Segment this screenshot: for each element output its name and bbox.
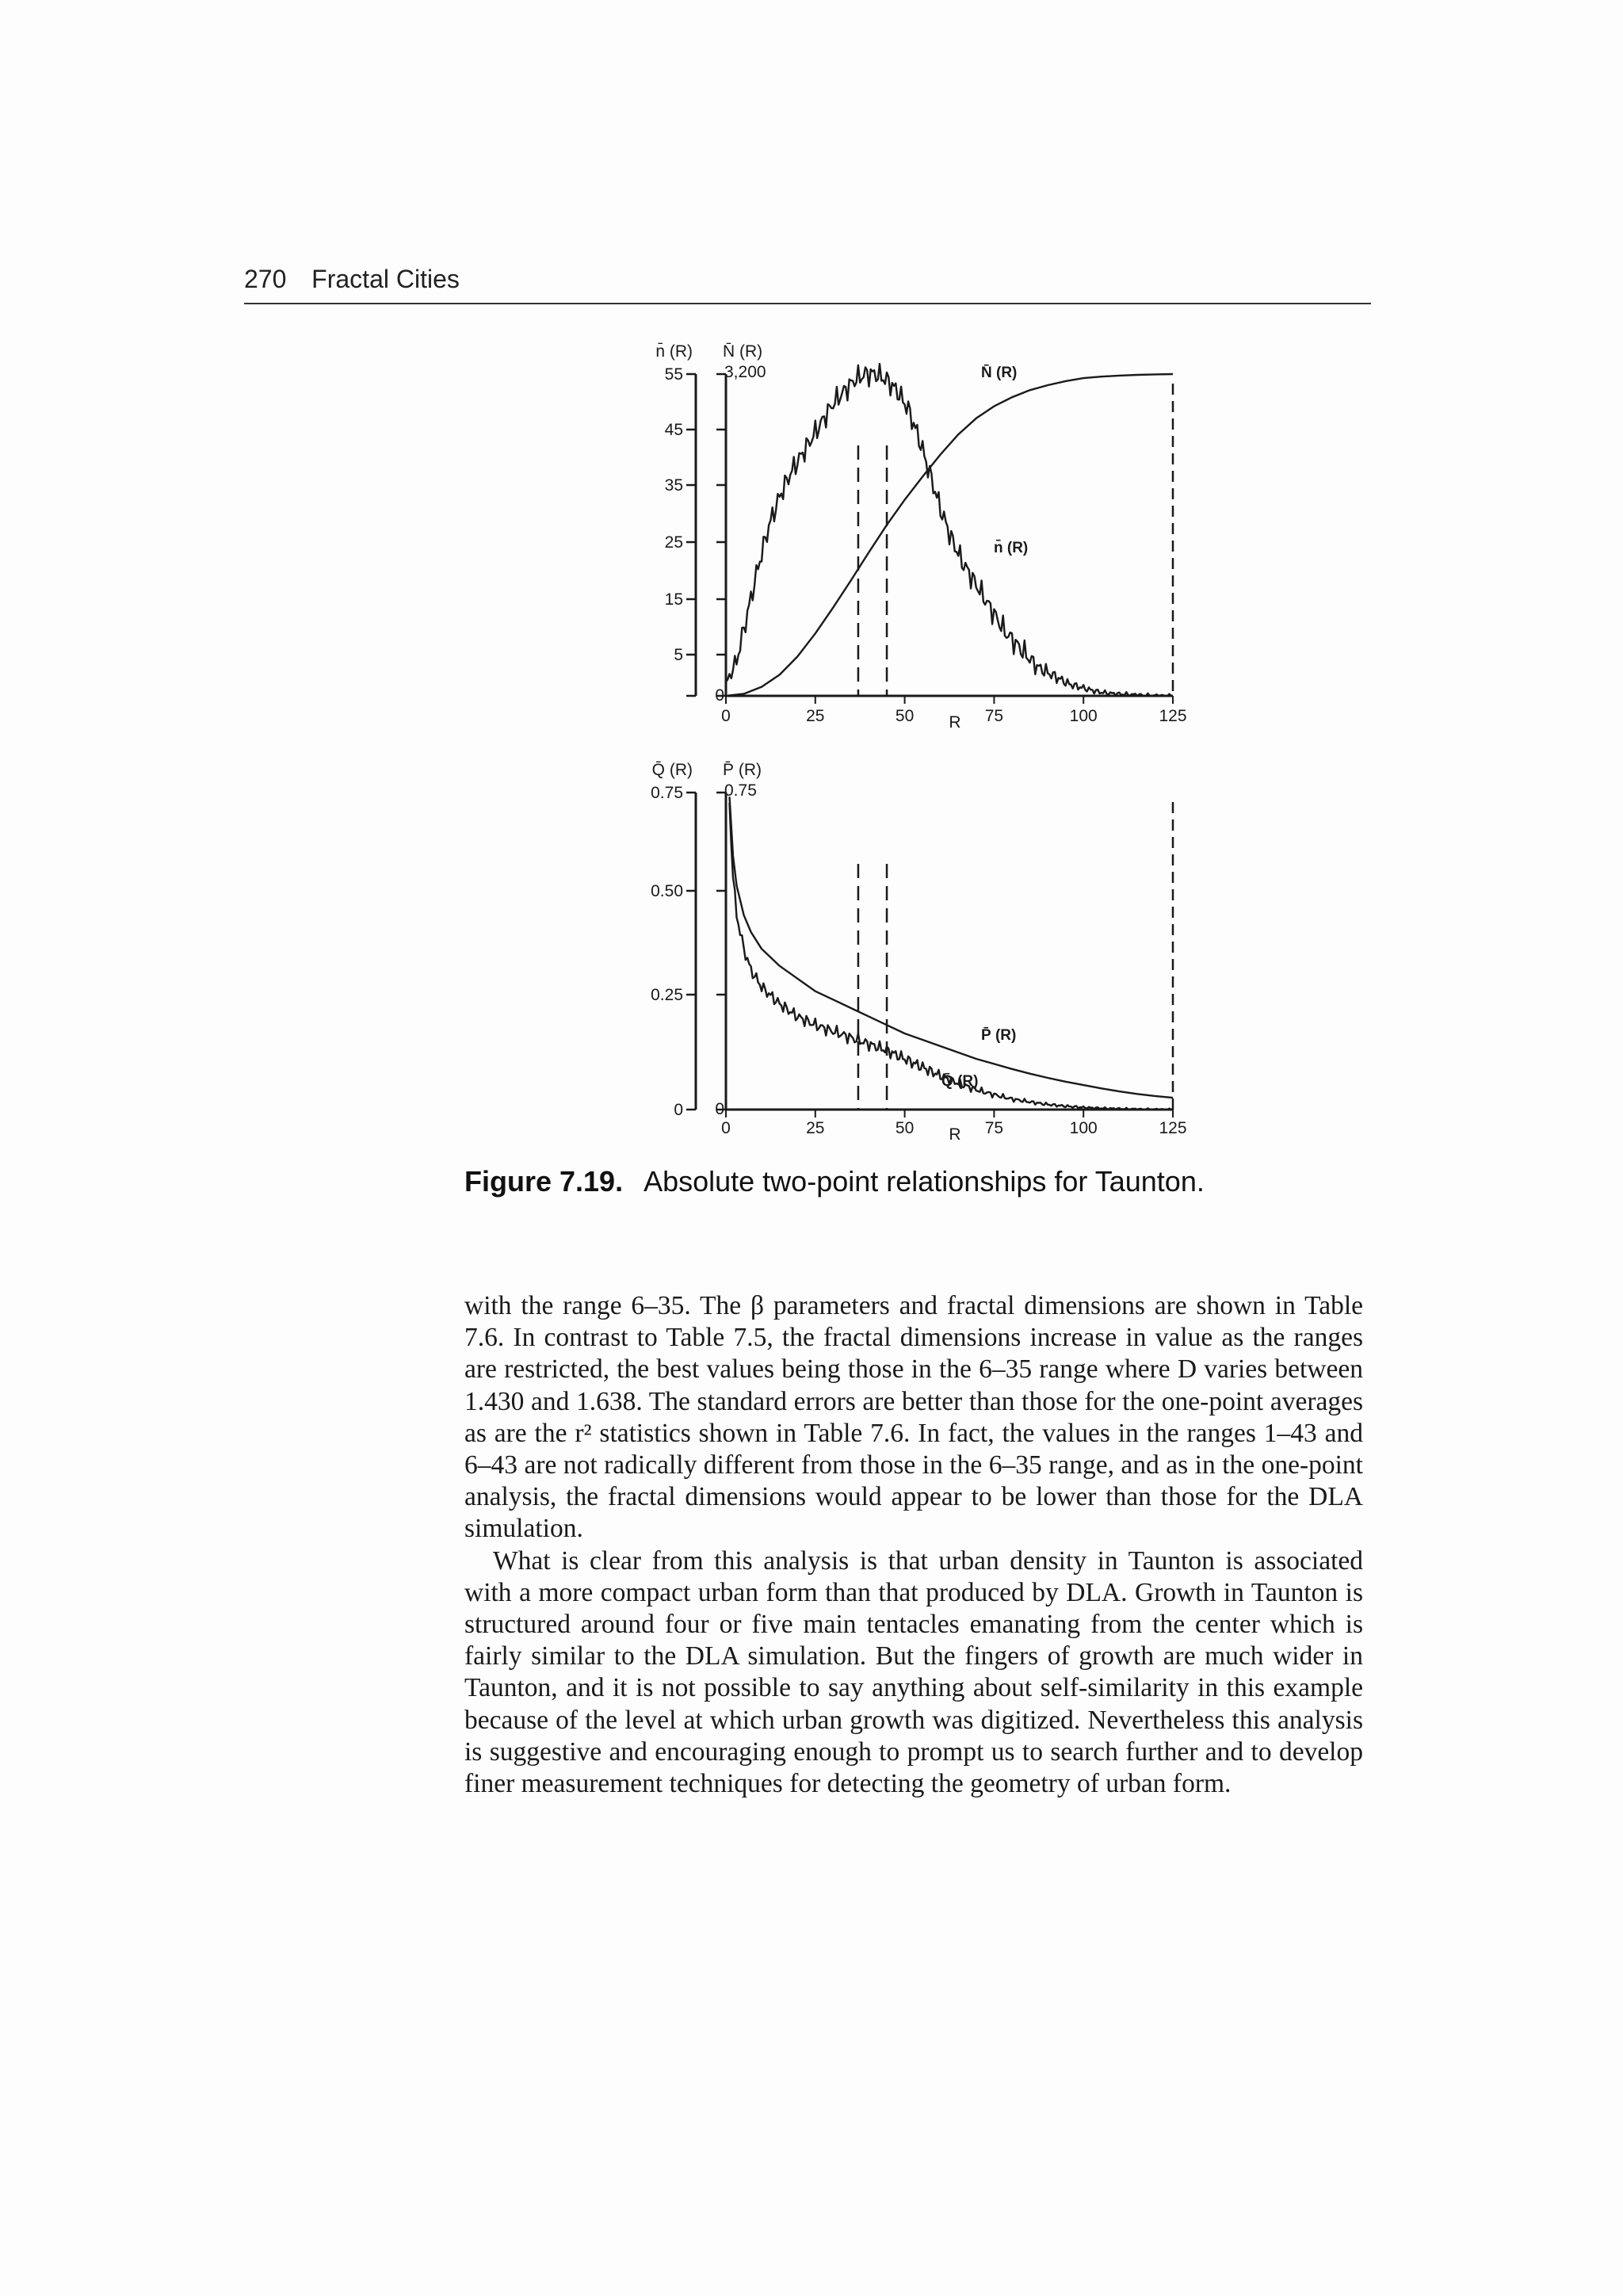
x-tick-label: 25 — [806, 707, 825, 725]
inner-tick-label: 0 — [715, 1100, 724, 1118]
x-tick-label: 25 — [806, 1119, 825, 1137]
left-tick-label: 15 — [664, 590, 683, 609]
series-label: n̄ (R) — [994, 540, 1029, 556]
figure-caption — [464, 1165, 1205, 1198]
x-tick-label: 50 — [895, 707, 915, 725]
left-axis-label: Q̄ (R) — [651, 761, 693, 779]
x-tick-label: 100 — [1069, 707, 1098, 725]
x-tick-label: 125 — [1159, 707, 1187, 725]
top-panel — [655, 342, 1186, 732]
x-tick-label: 75 — [984, 1119, 1004, 1137]
x-tick-label: 125 — [1159, 1119, 1187, 1137]
x-axis-label: R — [949, 713, 961, 732]
x-axis-label: R — [949, 1125, 961, 1144]
series-line — [730, 803, 1174, 1110]
paragraph: with the range 6–35. The β parameters and fractal dimensions are shown in Table 7.6. In contrast to Table 7.5, the fractal dimensions increase in value as the ranges are restricted, the best values being those in the 6–35 range where D varies between 1.430 and 1.638. The standard errors are better than those for the one-point averages as are the r² statistics shown in Table 7.6. In fact, the values in the ranges 1–43 and 6–43 are not radically different from those in the 6–35 range, and as in the one-point analysis, the fractal dimensions would appear to be lower than those for the DLA simulation. — [464, 1291, 1363, 1544]
x-tick-label: 0 — [721, 1119, 731, 1137]
body-text — [464, 1290, 1363, 1800]
left-axis-label: n̄ (R) — [655, 342, 693, 361]
paragraph: What is clear from this analysis is that urban density in Taunton is associated with a more compact urban form than that produced by DLA. Growth in Taunton is structured around four or five main tentacles emanating from the center which is fairly similar to the DLA simulation. But the fingers of growth are much wider in Taunton, and it is not possible to say anything about self-similarity in this example because of the level at which urban growth was digitized. Nevertheless this analysis is suggestive and encouraging enough to prompt us to search further and to develop finer measurement techniques for detecting the geometry of urban form. — [464, 1545, 1363, 1799]
figure-number: Figure 7.19. — [464, 1165, 624, 1198]
inner-tick-label: 3,200 — [724, 363, 766, 381]
inner-tick-label: 0 — [715, 686, 724, 705]
x-tick-label: 0 — [721, 707, 731, 725]
x-tick-label: 100 — [1069, 1119, 1098, 1137]
running-title: Fractal Cities — [311, 265, 460, 293]
inner-axis-label: N̄ (R) — [723, 342, 763, 361]
left-tick-label: 5 — [674, 646, 683, 664]
bottom-panel — [651, 761, 1186, 1144]
series-line — [726, 364, 1173, 696]
series-label: P̄ (R) — [981, 1027, 1017, 1044]
left-tick-label: 25 — [664, 533, 683, 552]
left-tick-label: 0.25 — [651, 986, 683, 1004]
left-tick-label: 55 — [664, 365, 683, 384]
inner-tick-label: 0.75 — [724, 781, 757, 800]
left-tick-label: 45 — [664, 421, 683, 439]
inner-axis-label: P̄ (R) — [723, 761, 762, 779]
left-tick-label: 35 — [664, 476, 683, 495]
x-tick-label: 50 — [895, 1119, 915, 1137]
page-number: 270 — [244, 265, 287, 293]
series-label: N̄ (R) — [981, 365, 1018, 381]
left-tick-label: 0.75 — [651, 784, 683, 802]
series-label: Q̄ (R) — [941, 1073, 979, 1090]
left-tick-label: 0.50 — [651, 882, 683, 900]
x-tick-label: 75 — [984, 707, 1004, 725]
series-line — [730, 797, 1174, 1098]
caption-text: Absolute two-point relationships for Taunton. — [643, 1165, 1205, 1198]
left-tick-label: 0 — [674, 1101, 683, 1119]
series-line — [726, 374, 1173, 696]
